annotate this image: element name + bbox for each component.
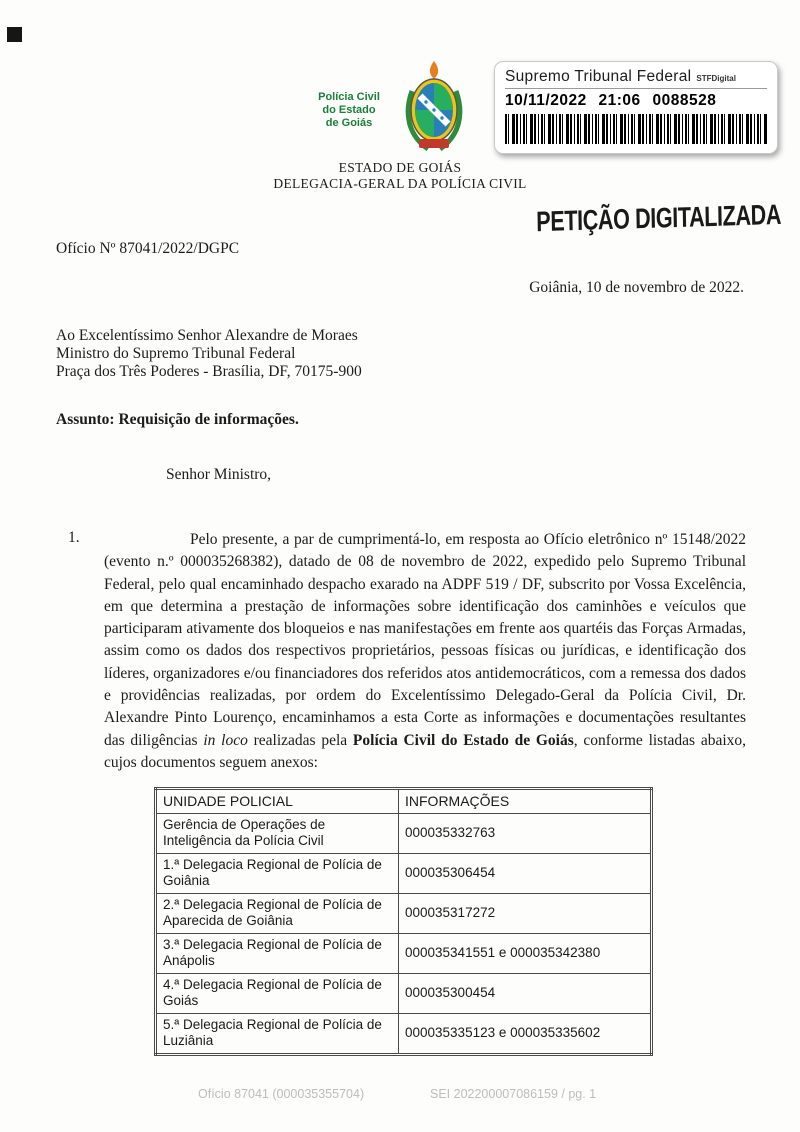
info-cell: 000035306454 [399, 853, 652, 893]
info-cell: 000035317272 [399, 893, 652, 933]
scan-corner-mark [7, 27, 22, 42]
table-row [156, 933, 652, 973]
logo-line: de Goiás [325, 117, 373, 129]
column-header-unidade: UNIDADE POLICIAL [156, 789, 399, 814]
info-cell: 000035300454 [399, 973, 652, 1013]
recipient-line: Ministro do Supremo Tribunal Federal [56, 344, 296, 362]
city-date-line: Goiânia, 10 de novembro de 2022. [529, 279, 744, 296]
stf-stamp-datetime: 10/11/2022 21:06 0088528 [505, 92, 717, 109]
recipient-block [56, 327, 362, 380]
organization-header [0, 160, 800, 192]
org-header-state: ESTADO DE GOIÁS [338, 160, 462, 175]
stf-protocol-stamp [494, 61, 778, 154]
unit-cell: 4.ª Delegacia Regional de Polícia de Goiás [156, 973, 399, 1013]
unit-cell: 5.ª Delegacia Regional de Polícia de Luziânia [156, 1013, 399, 1054]
unit-cell: 2.ª Delegacia Regional de Polícia de Aparecida de Goiânia [156, 893, 399, 933]
paragraph-text: realizadas pela [247, 731, 353, 749]
recipient-line: Praça dos Três Poderes - Brasília, DF, 70175-900 [56, 362, 362, 380]
salutation: Senhor Ministro, [166, 466, 272, 483]
paragraph-text: Pelo presente, a par de cumprimentá-lo, em resposta ao Ofício eletrônico nº 15148/2022 (evento n.º 000035268382), datado de 08 de novembro de 2022, expedido pelo Supremo Tribunal Federal, pelo qual encaminhado despacho exarado na ADPF 519 / DF, subscrito por Vossa Excelência, em que determina a prestação de informações sobre identificação dos caminhões e veículos que participaram ativamente dos bloqueios e nas manifestações em frente aos quartéis das Forças Armadas, assim como os dados dos respectivos proprietários, pessoas físicas ou jurídicas, e identificação dos líderes, organizadores e/ou financiadores dos referidos atos antidemocráticos, com a remessa dos dados e providências realizadas, por ordem do Excelentíssimo Delegado-Geral da Polícia Civil, Dr. Alexandre Pinto Lourenço, encaminhamos a esta Corte as informações e documentações resultantes das diligências [104, 531, 746, 749]
footer-sei-ref: SEI 202200007086159 / pg. 1 [430, 1087, 597, 1101]
table-row [156, 813, 652, 853]
goias-coat-of-arms-icon [401, 59, 467, 159]
table-row [156, 853, 652, 893]
unit-cell: 1.ª Delegacia Regional de Polícia de Goiânia [156, 853, 399, 893]
table-row [156, 893, 652, 933]
units-table [154, 787, 653, 1056]
peticao-digitalizada-stamp: PETIÇÃO DIGITALIZADA [536, 198, 782, 238]
logo-line: do Estado [322, 104, 376, 116]
paragraph-italic-text: in loco [203, 731, 248, 749]
stf-stamp-header [505, 68, 767, 89]
paragraph-bold-text: Polícia Civil do Estado de Goiás [352, 731, 574, 749]
body-paragraph [104, 529, 746, 774]
info-cell: 000035332763 [399, 813, 652, 853]
table-row [156, 1013, 652, 1054]
paragraph-text: , conforme listadas abaixo, cujos documentos seguem anexos: [104, 731, 747, 771]
stf-digital-label: STFDigital [696, 74, 736, 83]
unit-cell: 3.ª Delegacia Regional de Polícia de Anápolis [156, 933, 399, 973]
column-header-informacoes: INFORMAÇÕES [399, 789, 652, 814]
barcode [505, 114, 767, 144]
oficio-number: Ofício Nº 87041/2022/DGPC [56, 240, 240, 257]
table-header-row [156, 789, 652, 814]
org-header-department: DELEGACIA-GERAL DA POLÍCIA CIVIL [273, 176, 527, 191]
stf-stamp-title: Supremo Tribunal Federal [505, 68, 692, 85]
paragraph-number: 1. [68, 529, 80, 546]
info-cell: 000035341551 e 000035342380 [399, 933, 652, 973]
info-cell: 000035335123 e 000035335602 [399, 1013, 652, 1054]
recipient-line: Ao Excelentíssimo Senhor Alexandre de Moraes [56, 327, 358, 344]
logo-line: Polícia Civil [318, 91, 380, 103]
subject-line: Assunto: Requisição de informações. [56, 411, 299, 428]
unit-cell: Gerência de Operações de Inteligência da Polícia Civil [156, 813, 399, 853]
table-row [156, 973, 652, 1013]
policia-civil-logo [305, 91, 393, 130]
footer-oficio-ref: Ofício 87041 (000035355704) [198, 1087, 365, 1101]
